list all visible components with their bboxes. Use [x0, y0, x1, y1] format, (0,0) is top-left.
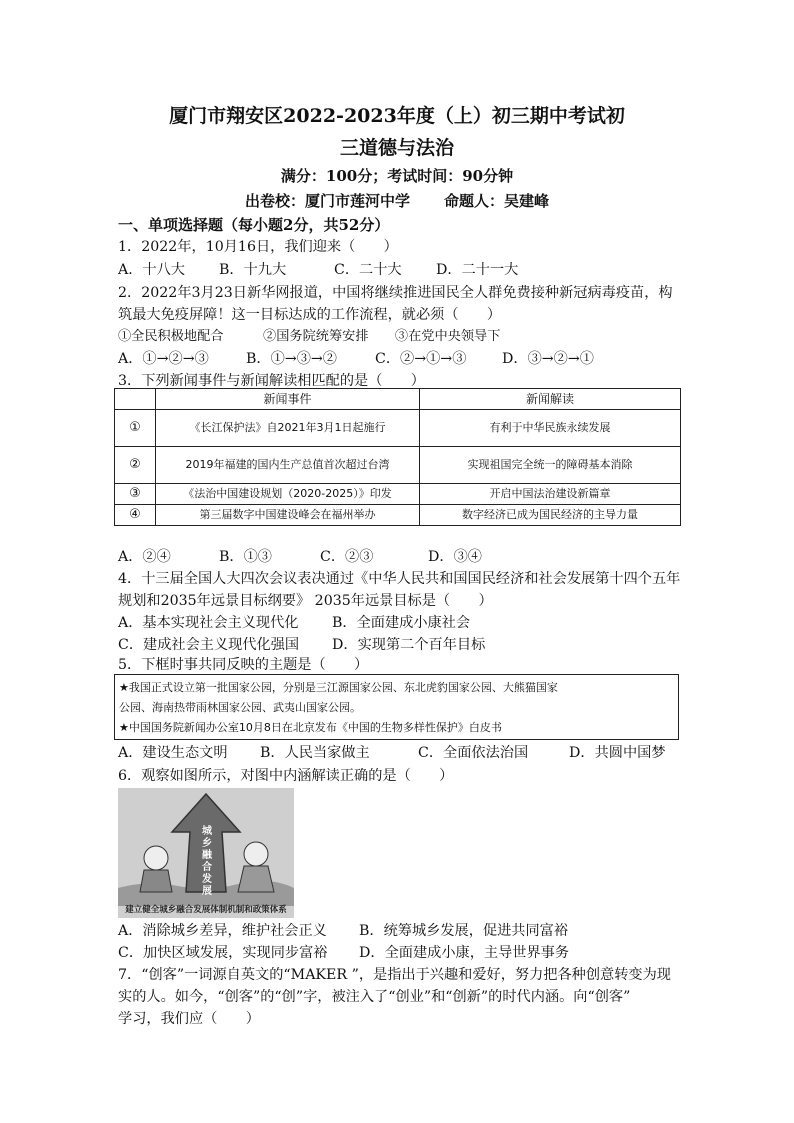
table-header-blank: [115, 389, 156, 410]
author: 命题人：吴建峰: [444, 192, 550, 210]
q7-stem-line1: 7．“创客”一词源自英文的“MAKER ”，是指出于兴趣和爱好，努力把各种创意转变为现: [118, 967, 671, 983]
q3-option-b: B．①③: [219, 549, 272, 565]
q1-option-d: D．二十一大: [436, 262, 519, 278]
score-time: 满分：100分；考试时间：90分钟: [280, 167, 514, 185]
row-index: ④: [115, 505, 156, 526]
exam-title-line2: 三道德与法治: [339, 137, 454, 159]
row-event: 《长江保护法》自2021年3月1日起施行: [156, 410, 420, 447]
q6-option-a: A．消除城乡差异，维护社会正义: [118, 923, 327, 939]
q7-stem-line3: 学习，我们应（ ）: [118, 1011, 260, 1027]
row-reading: 开启中国法治建设新篇章: [420, 484, 681, 505]
table-row: [115, 447, 681, 484]
q2-stem-line2: 筑最大免疫屏障！这一目标达成的工作流程，就必须（ ）: [118, 307, 502, 323]
q4-stem-line1: 4．十三届全国人大四次会议表决通过《中华人民共和国国民经济和社会发展第十四个五年: [118, 571, 681, 587]
q3-option-d: D．③④: [428, 549, 482, 565]
school-author: [0, 190, 794, 211]
q5-option-b: B．人民当家做主: [260, 745, 370, 761]
row-index: ②: [115, 447, 156, 484]
section-heading: 一、单项选择题（每小题2分，共52分）: [118, 216, 390, 234]
table-header-row: [115, 389, 681, 410]
q2-option-c: C．②→①→③: [375, 351, 467, 367]
row-event: 第三届数字中国建设峰会在福州举办: [156, 505, 420, 526]
q2-option-b: B．①→③→②: [246, 351, 337, 367]
q2-option-d: D．③→②→①: [502, 351, 594, 367]
row-reading: 有利于中华民族永续发展: [420, 410, 681, 447]
q7-stem-line2: 实的人。如今，“创客”的“创”字，被注入了“创业”和“创新”的时代内涵。向“创客”: [118, 989, 631, 1005]
q2-stem-line1: 2．2022年3月23日新华网报道，中国将继续推进国民全人群免费接种新冠病毒疫苗，构: [118, 285, 673, 301]
news-table: [114, 388, 681, 526]
news-box-item1-line1: ★我国正式设立第一批国家公园，分别是三江源国家公园、东北虎豹国家公园、大熊猫国家: [119, 681, 558, 694]
row-index: ③: [115, 484, 156, 505]
news-box: [114, 674, 679, 740]
q5-option-c: C．全面依法治国: [418, 745, 529, 761]
q4-stem-line2: 规划和2035年远景目标纲要》 2035年远景目标是（ ）: [118, 593, 493, 609]
row-event: 2019年福建的国内生产总值首次超过台湾: [156, 447, 420, 484]
q1-option-b: B．十九大: [219, 262, 287, 278]
q2-option-a: A．①→②→③: [118, 351, 209, 367]
q1-option-a: A．十八大: [118, 262, 185, 278]
q2-items: ①全民积极地配合 ②国务院统筹安排 ③在党中央领导下: [118, 329, 501, 344]
q4-option-d: D．实现第二个百年目标: [332, 637, 486, 653]
news-box-item1-line2: 公园、海南热带雨林国家公园、武夷山国家公园。: [119, 701, 361, 714]
q5-option-a: A．建设生态文明: [118, 745, 228, 761]
table-row: [115, 505, 681, 526]
table-row: [115, 484, 681, 505]
news-box-item2: ★中国国务院新闻办公室10月8日在北京发布《中国的生物多样性保护》白皮书: [119, 721, 502, 734]
q1-option-c: C．二十大: [334, 262, 402, 278]
q3-option-a: A．②④: [118, 549, 171, 565]
arrow-label: 城乡融合发展: [202, 826, 212, 897]
table-header-reading: 新闻解读: [420, 389, 681, 410]
table-row: [115, 410, 681, 447]
row-index: ①: [115, 410, 156, 447]
q6-stem: 6．观察如图所示，对图中内涵解读正确的是（ ）: [118, 768, 454, 784]
q6-option-c: C．加快区域发展，实现同步富裕: [118, 945, 328, 961]
q3-stem: 3．下列新闻事件与新闻解读相匹配的是（ ）: [118, 373, 425, 389]
cartoon-caption: 建立健全城乡融合发展体制机制和政策体系: [125, 905, 287, 915]
row-event: 《法治中国建设规划（2020-2025）》印发: [156, 484, 420, 505]
row-reading: 实现祖国完全统一的障碍基本消除: [420, 447, 681, 484]
q5-stem: 5．下框时事共同反映的主题是（ ）: [118, 657, 369, 673]
q4-option-c: C．建成社会主义现代化强国: [118, 637, 300, 653]
q6-option-b: B．统筹城乡发展，促进共同富裕: [359, 923, 569, 939]
q5-option-d: D．共圆中国梦: [569, 745, 666, 761]
urban-rural-cartoon: [118, 788, 294, 918]
q4-option-a: A．基本实现社会主义现代化: [118, 615, 299, 631]
table-header-event: 新闻事件: [156, 389, 420, 410]
exam-title-line1: 厦门市翔安区2022-2023年度（上）初三期中考试初: [169, 105, 625, 127]
q4-option-b: B．全面建成小康社会: [332, 615, 471, 631]
q6-option-d: D．全面建成小康，主导世界事务: [359, 945, 570, 961]
q1-stem: 1．2022年，10月16日，我们迎来（ ）: [118, 239, 398, 255]
row-reading: 数字经济已成为国民经济的主导力量: [420, 505, 681, 526]
q3-option-c: C．②③: [320, 549, 374, 565]
school: 出卷校：厦门市莲河中学: [244, 192, 410, 210]
